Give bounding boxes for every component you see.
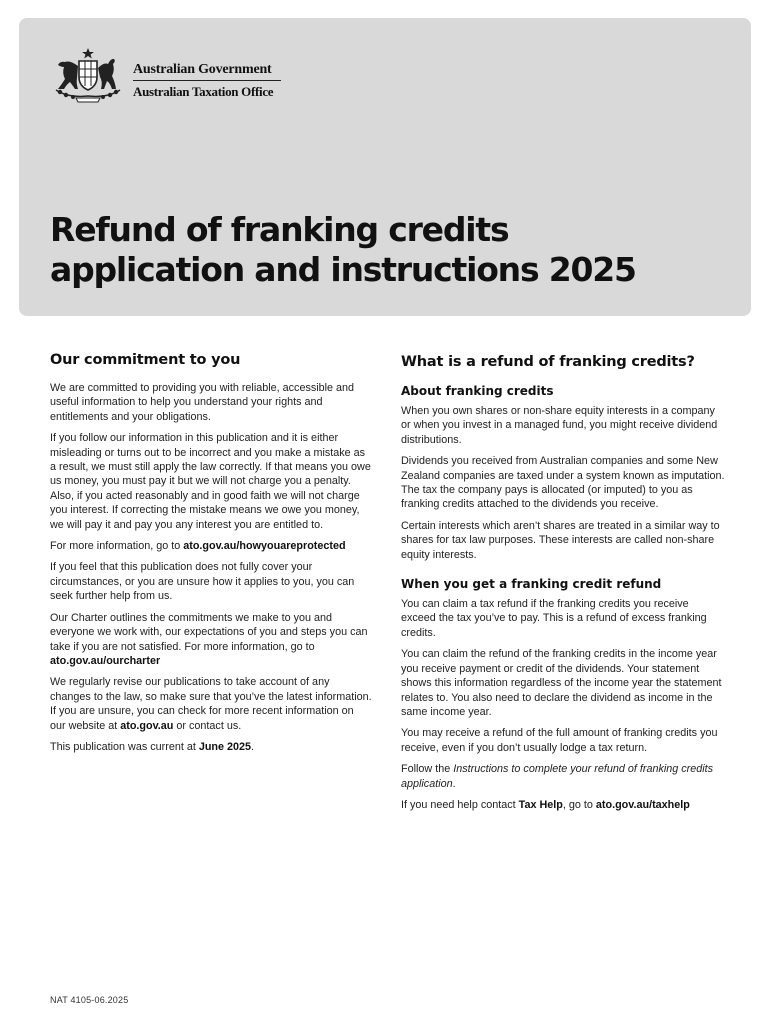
refund-heading: What is a refund of franking credits?	[401, 354, 695, 370]
commitment-heading: Our commitment to you	[50, 352, 241, 368]
ourcharter-link[interactable]: ato.gov.au/ourcharter	[50, 654, 161, 667]
howyouareprotected-link[interactable]: ato.gov.au/howyouareprotected	[183, 540, 346, 553]
when-paragraph-2: You can claim the refund of the franking credits in the income year you receive payment or credit of the dividends. Your statement shows this information regardless of the income year the statement relates to. You also need to declare the dividend as income in the same income year.	[401, 648, 722, 718]
commitment-paragraph-3	[50, 539, 372, 553]
publication-date: June 2025	[198, 740, 252, 753]
taxhelp-link[interactable]: ato.gov.au/taxhelp	[595, 798, 690, 811]
document-title	[50, 210, 710, 290]
ato-website-link[interactable]: ato.gov.au	[120, 719, 174, 732]
agency-name: Australian Taxation Office	[133, 84, 274, 99]
about-paragraph-2: Dividends you received from Australian companies and some New Zealand companies are taxed under a system known as imputation. The tax the company pays is allocated (or imputed) to you as franking credits attached to the dividends you receive.	[401, 455, 725, 511]
about-franking-subheading: About franking credits	[401, 384, 554, 398]
paragraph-text: Follow the	[401, 763, 454, 776]
commitment-paragraph-5	[50, 611, 372, 669]
commitment-paragraph-7	[50, 740, 372, 754]
right-column	[401, 352, 726, 819]
when-refund-subheading: When you get a franking credit refund	[401, 577, 662, 592]
when-paragraph-3: You may receive a refund of the full amount of franking credits you receive, even if you don’t usually lodge a tax return.	[401, 727, 718, 754]
commitment-paragraph-6	[50, 675, 372, 733]
paragraph-text: .	[452, 777, 456, 790]
commitment-paragraph-1: We are committed to providing you with reliable, accessible and useful information to help you understand your rights and entitlements and your obligations.	[50, 382, 355, 423]
coat-of-arms-icon	[48, 46, 128, 104]
commitment-paragraph-2: If you follow our information in this publication and it is either misleading or turns out to be incorrect and you make a mistake as a result, we must still apply the law correctly. If that means you owe us money, you must pay it but we will not charge you a penalty. Also, if you acted reasonably and in good faith we will not charge you interest. If correcting the mistake means we owe you money, we will pay it and pay you any interest you are entitled to.	[50, 432, 371, 531]
title-line-2: application and instructions 2025	[50, 250, 636, 289]
commitment-paragraph-4: If you feel that this publication does not fully cover your circumstances, or you are unsure how it applies to you, you can seek further help from us.	[50, 561, 355, 603]
government-name: Australian Government	[133, 62, 272, 77]
paragraph-text: This publication was current at	[50, 740, 199, 753]
logo-divider	[133, 80, 281, 81]
about-paragraph-3: Certain interests which aren’t shares are treated in a similar way to shares for tax law purposes. These interests are called non-share equity interests.	[401, 519, 720, 561]
left-column	[50, 350, 372, 761]
paragraph-text: or contact us.	[173, 719, 242, 732]
when-paragraph-4	[401, 762, 726, 791]
about-paragraph-1: When you own shares or non-share equity interests in a company or when you invest in a managed fund, you might receive dividend distributions.	[401, 405, 718, 446]
title-line-1: Refund of franking credits	[50, 210, 509, 249]
when-paragraph-1: You can claim a tax refund if the franking credits you receive exceed the tax you’ve to pay. This is a refund of excess franking credits.	[401, 598, 707, 639]
tax-help-label: Tax Help	[518, 798, 563, 811]
paragraph-text: Our Charter outlines the commitments we make to you and everyone we work with, our expectations of you and steps you can take if you are not satisfied. For more information, go to	[50, 611, 368, 653]
paragraph-text: , go to	[562, 798, 596, 811]
agency-logo-text	[133, 61, 283, 100]
paragraph-text: .	[251, 740, 255, 753]
when-paragraph-5	[401, 798, 726, 812]
paragraph-text: If you need help contact	[401, 798, 519, 811]
instructions-title: Instructions to complete your refund of franking credits application	[401, 763, 714, 790]
paragraph-text: We regularly revise our publications to take account of any changes to the law, so make sure that you’ve the latest information. If you are unsure, you can check for more recent information on our website at	[50, 676, 372, 732]
paragraph-text: For more information, go to	[50, 540, 184, 553]
publication-code: NAT 4105-06.2025	[50, 995, 129, 1005]
